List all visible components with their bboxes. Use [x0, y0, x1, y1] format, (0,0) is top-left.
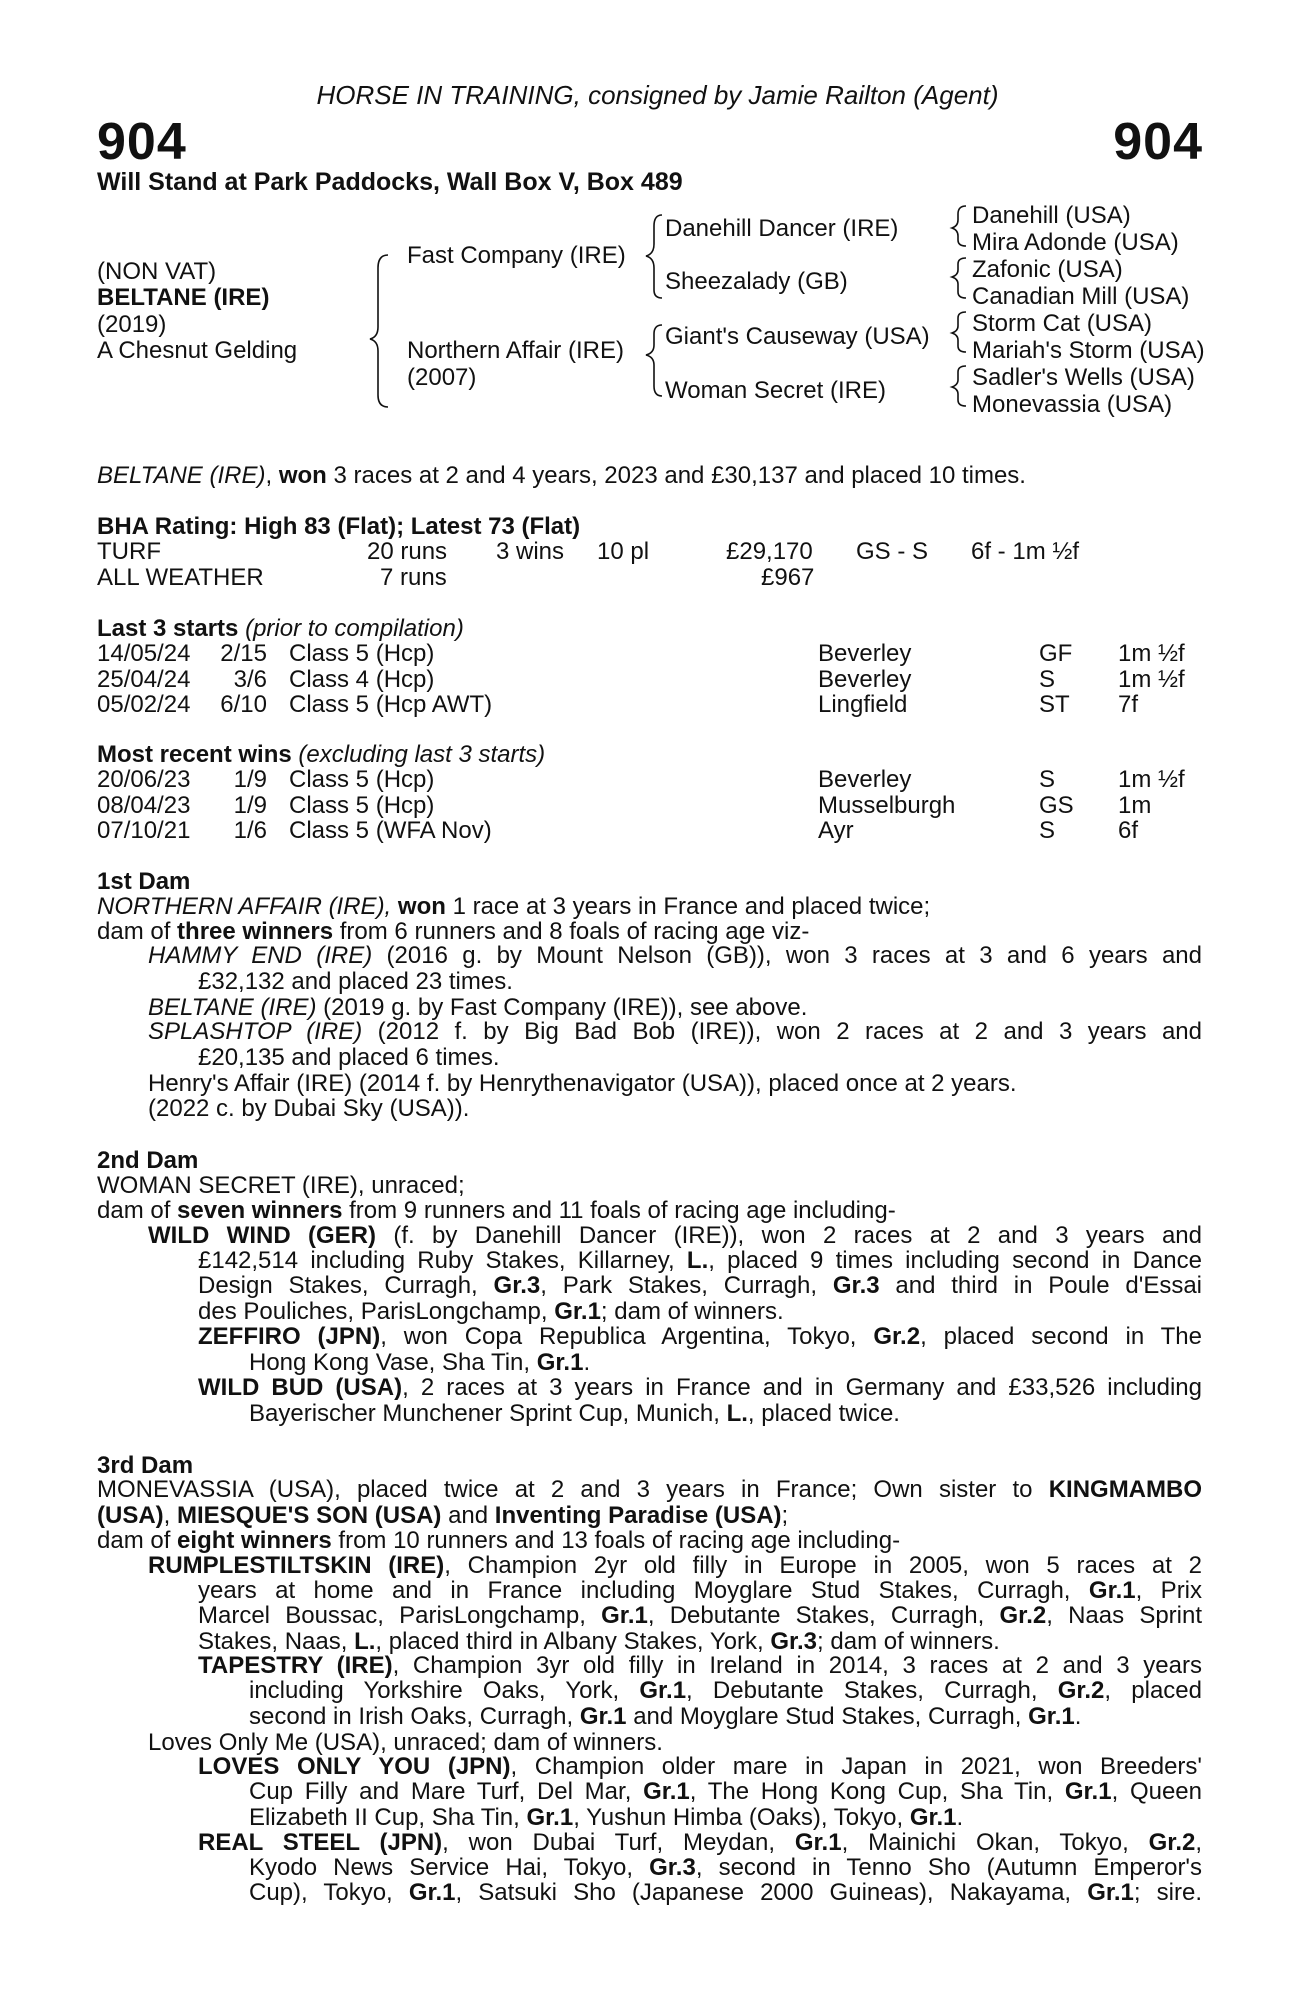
- separator: ;: [781, 1502, 789, 1529]
- entry-text: Stakes, Naas,: [198, 1628, 348, 1655]
- race-grade: L.: [354, 1628, 376, 1655]
- entry-text: Hong Kong Vase, Sha Tin,: [249, 1349, 531, 1376]
- last3-pos: 6/10: [220, 691, 267, 718]
- dam1-entry-3: [148, 1019, 1202, 1044]
- grandsire-4: Sadler's Wells (USA): [972, 364, 1195, 391]
- entry-text: , Naas Sprint: [1046, 1602, 1203, 1629]
- zeffiro-line1: [198, 1324, 1202, 1349]
- race-grade: Gr.2: [1057, 1677, 1105, 1704]
- recent-pos: 1/9: [233, 766, 267, 793]
- entry-text: , Prix: [1135, 1577, 1203, 1604]
- race-grade: Gr.1: [1087, 1879, 1134, 1906]
- bha-rating: BHA Rating: High 83 (Flat); Latest 73 (Flat): [97, 513, 581, 540]
- dam3-foals: from 10 runners and 13 foals of racing age including-: [338, 1527, 901, 1554]
- entry-name: LOVES ONLY YOU (JPN): [198, 1753, 511, 1780]
- race-grade: L.: [686, 1247, 709, 1274]
- entry-text: (2012 f. by Big Bad Bob (IRE)), won 2 races at 2 and 3 years and: [377, 1018, 1202, 1045]
- entry-text: ,: [1195, 1829, 1203, 1856]
- entry-text: , Champion older mare in Japan in 2021, won Breeders': [510, 1753, 1202, 1780]
- entry-text: , Satsuki Sho (Japanese 2000 Guineas), Nakayama,: [455, 1879, 1072, 1906]
- sire-dam: Sheezalady (GB): [665, 268, 848, 295]
- recent-note: (excluding last 3 starts): [298, 741, 546, 768]
- vat-status: (NON VAT): [97, 258, 217, 285]
- race-grade: Gr.1: [579, 1703, 627, 1730]
- dam2-winners: seven winners: [177, 1197, 343, 1224]
- turf-wins: 3 wins: [496, 538, 565, 565]
- last3-going: S: [1039, 665, 1056, 693]
- recent-dist: 1m ½f: [1118, 766, 1185, 793]
- entry-name: WILD BUD (USA): [198, 1374, 403, 1401]
- dam1-winners: three winners: [177, 918, 334, 945]
- recent-date: 08/04/23: [97, 791, 191, 819]
- grandsire-2: Zafonic (USA): [972, 256, 1123, 283]
- dam2-title: 2nd Dam: [97, 1147, 199, 1174]
- dam1-title: 1st Dam: [97, 868, 191, 895]
- horse-name: BELTANE (IRE): [97, 284, 270, 311]
- race-grade: Gr.3: [493, 1272, 541, 1299]
- race-grade: Gr.1: [794, 1829, 842, 1856]
- last3-dist: 1m ½f: [1118, 640, 1185, 667]
- recent-course: Beverley: [818, 766, 912, 793]
- dam: Northern Affair (IRE): [407, 337, 624, 364]
- sibling-name: Inventing Paradise (USA): [494, 1502, 782, 1529]
- race-summary: BELTANE (IRE), won 3 races at 2 and 4 years, 2023 and £30,137 and placed 10 times.: [97, 462, 1026, 489]
- race-grade: L.: [726, 1400, 748, 1427]
- grandsire-1: Danehill (USA): [972, 202, 1131, 229]
- race-grade: Gr.2: [1148, 1829, 1196, 1856]
- recent-date: 20/06/23: [97, 766, 191, 793]
- race-grade: Gr.3: [832, 1272, 880, 1299]
- entry-name: REAL STEEL (JPN): [198, 1829, 443, 1856]
- entry-text: years at home and in France including Moyglare Stud Stakes, Curragh,: [198, 1577, 1071, 1604]
- summary-text: 3 races at 2 and 4 years, 2023 and £30,137 and placed 10 times.: [333, 462, 1026, 489]
- last3-cls: Class 5 (Hcp AWT): [289, 691, 493, 718]
- granddam-2: Canadian Mill (USA): [972, 283, 1190, 310]
- race-grade: Gr.1: [536, 1349, 584, 1376]
- recent-title: Most recent wins: [97, 741, 292, 768]
- sibling-name: MIESQUE'S SON (USA): [177, 1502, 442, 1529]
- race-grade: Gr.1: [526, 1804, 574, 1831]
- recent-cls: Class 5 (Hcp): [289, 766, 435, 793]
- tapestry-line1: [198, 1653, 1202, 1678]
- recent-going: GS: [1039, 791, 1074, 819]
- dam-year: (2007): [407, 364, 477, 391]
- sibling-name: (USA): [97, 1502, 164, 1529]
- turf-label: TURF: [97, 538, 161, 565]
- entry-text: (2019 g. by Fast Company (IRE)), see above.: [323, 994, 808, 1021]
- dam2-dam-of: dam of: [97, 1197, 171, 1224]
- wild-wind-line1: [148, 1223, 1202, 1248]
- turf-placed: 10 pl: [597, 538, 650, 565]
- real-steel-line2: [249, 1855, 1202, 1880]
- last3-dist: 7f: [1118, 691, 1139, 718]
- recent-course: Musselburgh: [818, 791, 956, 819]
- race-grade: Gr.3: [770, 1628, 818, 1655]
- dam2-line1: WOMAN SECRET (IRE), unraced;: [97, 1172, 465, 1199]
- entry-text: and Moyglare Stud Stakes, Curragh,: [633, 1703, 1022, 1730]
- dam-dam: Woman Secret (IRE): [665, 377, 886, 404]
- entry-name: HAMMY END (IRE): [148, 942, 373, 969]
- turf-money: £29,170: [726, 538, 813, 565]
- entry-text: Marcel Boussac, ParisLongchamp,: [198, 1602, 586, 1629]
- entry-text: (f. by Danehill Dancer (IRE)), won 2 races at 2 and 3 years and: [393, 1222, 1202, 1249]
- tapestry-line2: [249, 1678, 1202, 1703]
- lot-number-right: 904: [1113, 113, 1203, 171]
- race-grade: Gr.1: [643, 1778, 690, 1805]
- entry-text: ; dam of winners.: [600, 1298, 784, 1325]
- dam2-line2: [97, 1197, 896, 1225]
- entry-text: , placed second in The: [920, 1323, 1202, 1350]
- entry-name: RUMPLESTILTSKIN (IRE): [148, 1552, 445, 1579]
- last3-note: (prior to compilation): [245, 615, 464, 642]
- entry-text: second in Irish Oaks, Curragh,: [249, 1703, 574, 1730]
- last3-date: 05/02/24: [97, 691, 191, 718]
- entry-text: , Debutante Stakes, Curragh,: [647, 1602, 985, 1629]
- last3-pos: 2/15: [220, 640, 267, 667]
- entry-text: , Mainichi Okan, Tokyo,: [841, 1829, 1129, 1856]
- race-grade: Gr.1: [554, 1298, 601, 1325]
- rumplestiltskin-line2: [198, 1578, 1202, 1603]
- summary-won: won: [278, 462, 327, 489]
- tapestry-line3: [249, 1703, 1081, 1731]
- entry-text: , placed 9 times including second in Dance: [708, 1247, 1202, 1274]
- wild-wind-line4: [198, 1298, 784, 1326]
- last3-going: ST: [1039, 691, 1070, 718]
- entry-text: and third in Poule d'Essai: [895, 1272, 1203, 1299]
- recent-pos: 1/9: [233, 791, 267, 819]
- race-grade: Gr.1: [1088, 1577, 1136, 1604]
- wild-wind-line3: [198, 1273, 1202, 1298]
- entry-text: , Park Stakes, Curragh,: [540, 1272, 818, 1299]
- entry-text: £142,514 including Ruby Stakes, Killarney,: [198, 1247, 675, 1274]
- dam1-entry-1: [148, 943, 1202, 968]
- real-steel-line1: [198, 1830, 1202, 1855]
- recent-heading: [97, 741, 545, 769]
- horse-description: A Chesnut Gelding: [97, 337, 298, 364]
- entry-text: , placed twice.: [747, 1400, 900, 1427]
- entry-text: , won Dubai Turf, Meydan,: [442, 1829, 776, 1856]
- entry-text: Kyodo News Service Hai, Tokyo,: [249, 1854, 634, 1881]
- wild-wind-line2: [198, 1248, 1202, 1273]
- entry-text: des Pouliches, ParisLongchamp,: [198, 1298, 548, 1325]
- entry-text: , placed: [1104, 1677, 1202, 1704]
- last3-dist: 1m ½f: [1118, 665, 1185, 693]
- last3-course: Beverley: [818, 640, 912, 667]
- last3-heading: [97, 615, 464, 643]
- aw-runs: 7 runs: [380, 564, 447, 591]
- race-grade: Gr.1: [601, 1602, 648, 1629]
- recent-going: S: [1039, 766, 1056, 793]
- dam1-dam-of: dam of: [97, 918, 171, 945]
- horse-year: (2019): [97, 311, 167, 338]
- entry-text: , Queen: [1111, 1778, 1202, 1805]
- last3-going: GF: [1039, 640, 1073, 667]
- recent-dist: 1m: [1118, 791, 1152, 819]
- entry-text: , second in Tenno Sho (Autumn Emperor's: [695, 1854, 1203, 1881]
- last3-date: 25/04/24: [97, 665, 191, 693]
- last3-course: Lingfield: [818, 691, 908, 718]
- dam1-record: 1 race at 3 years in France and placed twice;: [452, 893, 931, 920]
- loves-only-you-line3: [249, 1804, 963, 1832]
- rumplestiltskin-line1: [148, 1553, 1202, 1578]
- entry-text: Cup Filly and Mare Turf, Del Mar,: [249, 1778, 632, 1805]
- dam3-title: 3rd Dam: [97, 1452, 194, 1479]
- conjunction: and: [448, 1502, 489, 1529]
- sire: Fast Company (IRE): [407, 242, 626, 269]
- dam1-name: NORTHERN AFFAIR (IRE),: [97, 893, 392, 920]
- race-grade: Gr.1: [1028, 1703, 1075, 1730]
- loves-only-you-line1: [198, 1754, 1202, 1779]
- dam1-entry-4: Henry's Affair (IRE) (2014 f. by Henrythenavigator (USA)), placed once at 2 years.: [148, 1070, 1017, 1097]
- turf-runs: 20 runs: [367, 538, 448, 565]
- entry-text: including Yorkshire Oaks, York,: [249, 1677, 620, 1704]
- race-grade: Gr.1: [639, 1677, 687, 1704]
- recent-cls: Class 5 (WFA Nov): [289, 817, 492, 844]
- entry-text: , The Hong Kong Cup, Sha Tin,: [689, 1778, 1054, 1805]
- dam1-line1: [97, 893, 930, 921]
- entry-text: ; dam of winners.: [817, 1628, 1000, 1655]
- lot-number-left: 904: [97, 113, 187, 171]
- last3-title: Last 3 starts: [97, 615, 239, 642]
- aw-label: ALL WEATHER: [97, 564, 264, 591]
- turf-going: GS - S: [856, 538, 929, 565]
- entry-text: .: [583, 1349, 591, 1376]
- granddam-4: Monevassia (USA): [972, 391, 1173, 418]
- entry-text: Bayerischer Munchener Sprint Cup, Munich,: [249, 1400, 720, 1427]
- sire-sire: Danehill Dancer (IRE): [665, 215, 899, 242]
- dam1-won: won: [397, 893, 446, 920]
- separator: ,: [163, 1502, 171, 1529]
- recent-going: S: [1039, 817, 1056, 844]
- dam3-line1: [97, 1477, 1202, 1502]
- wild-bud-line2: [249, 1400, 900, 1428]
- sibling-name: KINGMAMBO: [1048, 1476, 1203, 1503]
- last3-course: Beverley: [818, 665, 912, 693]
- entry-text: , won Copa Republica Argentina, Tokyo,: [380, 1323, 857, 1350]
- entry-name: ZEFFIRO (JPN): [198, 1323, 381, 1350]
- last3-pos: 3/6: [233, 665, 267, 693]
- dam1-entry-1-cont: £32,132 and placed 23 times.: [198, 968, 513, 995]
- entry-text: Design Stakes, Curragh,: [198, 1272, 478, 1299]
- entry-text: .: [956, 1804, 964, 1831]
- dam3-record: MONEVASSIA (USA), placed twice at 2 and 3 years in France; Own sister to: [97, 1476, 1033, 1503]
- entry-text: .: [1074, 1703, 1082, 1730]
- entry-text: (2016 g. by Mount Nelson (GB)), won 3 races at 3 and 6 years and: [386, 942, 1203, 969]
- loves-only-you-line2: [249, 1779, 1202, 1804]
- race-grade: Gr.2: [999, 1602, 1047, 1629]
- aw-money: £967: [761, 564, 815, 591]
- zeffiro-line2: [249, 1349, 590, 1377]
- granddam-3: Mariah's Storm (USA): [972, 337, 1205, 364]
- race-grade: Gr.3: [649, 1854, 696, 1881]
- last3-cls: Class 4 (Hcp): [289, 665, 435, 693]
- entry-text: Elizabeth II Cup, Sha Tin,: [249, 1804, 520, 1831]
- race-grade: Gr.1: [909, 1804, 957, 1831]
- dam2-foals: from 9 runners and 11 foals of racing age including-: [349, 1197, 896, 1224]
- race-grade: Gr.2: [873, 1323, 921, 1350]
- real-steel-line3: [249, 1880, 1202, 1905]
- entry-text: Cup), Tokyo,: [249, 1879, 393, 1906]
- entry-name: BELTANE (IRE): [148, 994, 317, 1021]
- rumplestiltskin-line3: [198, 1603, 1202, 1628]
- dam3-line2: [97, 1502, 788, 1530]
- recent-cls: Class 5 (Hcp): [289, 791, 435, 819]
- loves-only-me: Loves Only Me (USA), unraced; dam of winners.: [148, 1729, 663, 1756]
- entry-text: , Champion 2yr old filly in Europe in 2005, won 5 races at 2: [444, 1552, 1202, 1579]
- entry-name: TAPESTRY (IRE): [198, 1652, 393, 1679]
- dam3-line3: [97, 1527, 900, 1555]
- entry-text: ; sire.: [1133, 1879, 1203, 1906]
- race-grade: Gr.1: [1064, 1778, 1112, 1805]
- entry-name: SPLASHTOP (IRE): [148, 1018, 363, 1045]
- entry-name: WILD WIND (GER): [148, 1222, 377, 1249]
- entry-text: , Yushun Himba (Oaks), Tokyo,: [573, 1804, 904, 1831]
- recent-dist: 6f: [1118, 817, 1139, 844]
- entry-text: , Debutante Stakes, Curragh,: [686, 1677, 1038, 1704]
- last3-cls: Class 5 (Hcp): [289, 640, 435, 667]
- stand-location: Will Stand at Park Paddocks, Wall Box V, Box 489: [97, 168, 683, 196]
- grandsire-3: Storm Cat (USA): [972, 310, 1153, 337]
- race-grade: Gr.1: [408, 1879, 456, 1906]
- entry-text: , Champion 3yr old filly in Ireland in 2014, 3 races at 2 and 3 years: [392, 1652, 1202, 1679]
- entry-text: , placed third in Albany Stakes, York,: [375, 1628, 764, 1655]
- summary-horse-name: BELTANE (IRE): [97, 462, 266, 489]
- last3-date: 14/05/24: [97, 640, 191, 667]
- dam3-winners: eight winners: [177, 1527, 332, 1554]
- dam3-dam-of: dam of: [97, 1527, 171, 1554]
- dam1-entry-5: (2022 c. by Dubai Sky (USA)).: [148, 1095, 470, 1122]
- turf-distance: 6f - 1m ½f: [971, 538, 1080, 565]
- dam1-foals: from 6 runners and 8 foals of racing age viz-: [339, 918, 810, 945]
- recent-date: 07/10/21: [97, 817, 191, 844]
- recent-pos: 1/6: [233, 817, 267, 844]
- entry-text: , 2 races at 3 years in France and in Germany and £33,526 including: [402, 1374, 1202, 1401]
- granddam-1: Mira Adonde (USA): [972, 229, 1179, 256]
- dam-sire: Giant's Causeway (USA): [665, 323, 930, 350]
- recent-course: Ayr: [818, 817, 854, 844]
- dam1-entry-3-cont: £20,135 and placed 6 times.: [198, 1044, 500, 1071]
- consignor-line: HORSE IN TRAINING, consigned by Jamie Railton (Agent): [316, 80, 999, 110]
- wild-bud-line1: [198, 1375, 1202, 1400]
